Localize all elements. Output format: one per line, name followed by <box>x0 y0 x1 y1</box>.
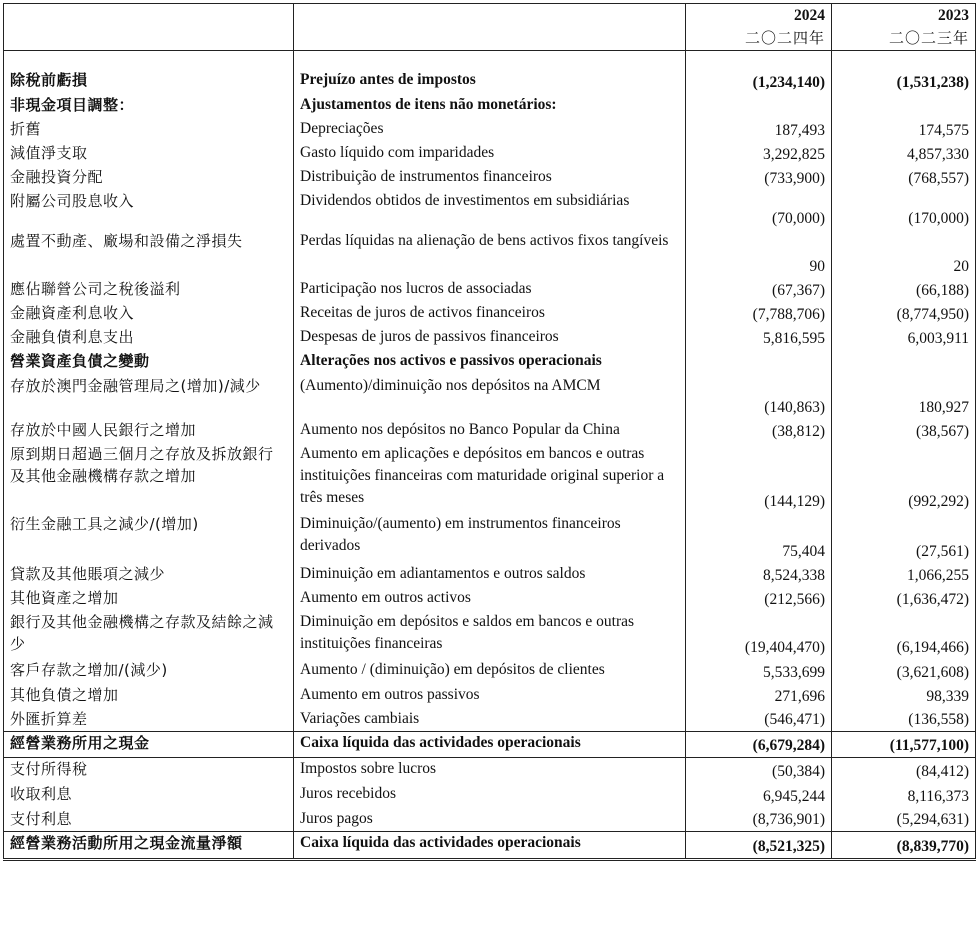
row-label-zh: 客戶存款之增加/(減少) <box>4 659 294 684</box>
table-row <box>4 166 976 190</box>
table-row <box>4 375 976 419</box>
value-2023: (8,839,770) <box>832 832 976 860</box>
table-row <box>4 142 976 166</box>
row-label-zh: 非現金項目調整： <box>4 94 294 118</box>
row-label-pt: Aumento nos depósitos no Banco Popular da China <box>294 419 686 443</box>
value-2024: 75,404 <box>686 513 832 563</box>
row-label-pt: Aumento em aplicações e depósitos em bancos e outras instituições financeiras com maturidade original superior a três meses <box>294 443 686 513</box>
value-2023: (3,621,608) <box>832 659 976 684</box>
cash-flow-statement <box>3 3 975 941</box>
value-2024: 90 <box>686 230 832 278</box>
row-label-pt: Perdas líquidas na alienação de bens activos fixos tangíveis <box>294 230 686 278</box>
table-row <box>4 69 976 94</box>
statement-rows <box>4 69 976 860</box>
value-2023: (84,412) <box>832 758 976 783</box>
header-blank-pt <box>294 4 686 28</box>
value-2023: 98,339 <box>832 684 976 708</box>
row-label-zh: 收取利息 <box>4 783 294 808</box>
row-label-pt: Aumento / (diminuição) em depósitos de clientes <box>294 659 686 684</box>
cash-flow-table <box>3 3 976 861</box>
value-2024: (733,900) <box>686 166 832 190</box>
row-label-zh: 外匯折算差 <box>4 708 294 732</box>
row-label-pt: (Aumento)/diminuição nos depósitos na AMCM <box>294 375 686 419</box>
value-2024 <box>686 94 832 118</box>
value-2023: (136,558) <box>832 708 976 732</box>
value-2023: (66,188) <box>832 278 976 302</box>
row-label-pt: Diminuição/(aumento) em instrumentos financeiros derivados <box>294 513 686 563</box>
table-row <box>4 230 976 278</box>
value-2024: (1,234,140) <box>686 69 832 94</box>
value-2024: (67,367) <box>686 278 832 302</box>
row-label-pt: Variações cambiais <box>294 708 686 732</box>
header-blank-zh <box>4 4 294 28</box>
value-2024: (8,521,325) <box>686 832 832 860</box>
row-label-zh: 折舊 <box>4 118 294 142</box>
row-label-zh: 營業資產負債之變動 <box>4 350 294 375</box>
table-row <box>4 708 976 732</box>
row-label-pt: Impostos sobre lucros <box>294 758 686 783</box>
spacer-row <box>4 51 976 69</box>
value-2024: 5,816,595 <box>686 326 832 350</box>
row-label-zh: 貸款及其他賬項之減少 <box>4 563 294 587</box>
table-row <box>4 783 976 808</box>
value-2023: (768,557) <box>832 166 976 190</box>
value-2024: (70,000) <box>686 190 832 230</box>
row-label-pt: Aumento em outros passivos <box>294 684 686 708</box>
row-label-pt: Prejuízo antes de impostos <box>294 69 686 94</box>
value-2024: 8,524,338 <box>686 563 832 587</box>
row-label-pt: Distribuição de instrumentos financeiros <box>294 166 686 190</box>
header-blank-zh-2 <box>4 27 294 50</box>
value-2023: 8,116,373 <box>832 783 976 808</box>
value-2023: (38,567) <box>832 419 976 443</box>
header-row-years-zh <box>4 27 976 50</box>
value-2023: 174,575 <box>832 118 976 142</box>
value-2024: 6,945,244 <box>686 783 832 808</box>
header-row-years <box>4 4 976 28</box>
header-year-2024-zh: 二〇二四年 <box>686 27 832 50</box>
value-2024: 271,696 <box>686 684 832 708</box>
table-row <box>4 684 976 708</box>
row-label-zh: 其他負債之增加 <box>4 684 294 708</box>
table-row <box>4 758 976 783</box>
table-row <box>4 563 976 587</box>
row-label-pt: Diminuição em depósitos e saldos em bancos e outras instituições financeiras <box>294 611 686 659</box>
value-2024: 3,292,825 <box>686 142 832 166</box>
row-label-pt: Alterações nos activos e passivos operacionais <box>294 350 686 375</box>
value-2024: (212,566) <box>686 587 832 611</box>
row-label-pt: Diminuição em adiantamentos e outros saldos <box>294 563 686 587</box>
table-row <box>4 302 976 326</box>
row-label-pt: Despesas de juros de passivos financeiros <box>294 326 686 350</box>
value-2024: (6,679,284) <box>686 732 832 758</box>
value-2023: (27,561) <box>832 513 976 563</box>
row-label-zh: 支付利息 <box>4 808 294 832</box>
value-2024: (8,736,901) <box>686 808 832 832</box>
row-label-zh: 其他資產之增加 <box>4 587 294 611</box>
value-2023: (992,292) <box>832 443 976 513</box>
row-label-pt: Depreciações <box>294 118 686 142</box>
row-label-zh: 附屬公司股息收入 <box>4 190 294 230</box>
row-label-pt: Caixa líquida das actividades operacionais <box>294 732 686 758</box>
table-row <box>4 278 976 302</box>
row-label-zh: 除稅前虧損 <box>4 69 294 94</box>
table-row <box>4 659 976 684</box>
value-2024: (140,863) <box>686 375 832 419</box>
value-2023: 180,927 <box>832 375 976 419</box>
value-2024: (144,129) <box>686 443 832 513</box>
table-row <box>4 611 976 659</box>
table-row <box>4 326 976 350</box>
row-label-zh: 減值淨支取 <box>4 142 294 166</box>
value-2023 <box>832 94 976 118</box>
value-2023: (8,774,950) <box>832 302 976 326</box>
header-blank-pt-2 <box>294 27 686 50</box>
value-2023: 4,857,330 <box>832 142 976 166</box>
row-label-zh: 原到期日超過三個月之存放及拆放銀行及其他金融機構存款之增加 <box>4 443 294 513</box>
value-2023: (5,294,631) <box>832 808 976 832</box>
header-year-2023-zh: 二〇二三年 <box>832 27 976 50</box>
table-row <box>4 350 976 375</box>
row-label-zh: 存放於澳門金融管理局之(增加)/減少 <box>4 375 294 419</box>
table-row <box>4 513 976 563</box>
value-2023: (6,194,466) <box>832 611 976 659</box>
row-label-zh: 支付所得稅 <box>4 758 294 783</box>
row-label-pt: Aumento em outros activos <box>294 587 686 611</box>
row-label-pt: Participação nos lucros de associadas <box>294 278 686 302</box>
row-label-zh: 經營業務活動所用之現金流量淨額 <box>4 832 294 860</box>
value-2024: (50,384) <box>686 758 832 783</box>
row-label-pt: Caixa líquida das actividades operacionais <box>294 832 686 860</box>
table-row <box>4 587 976 611</box>
row-label-zh: 衍生金融工具之減少/(增加) <box>4 513 294 563</box>
row-label-pt: Ajustamentos de itens não monetários: <box>294 94 686 118</box>
row-label-pt: Juros recebidos <box>294 783 686 808</box>
value-2023: (170,000) <box>832 190 976 230</box>
header-year-2023: 2023 <box>832 4 976 28</box>
value-2024: (7,788,706) <box>686 302 832 326</box>
row-label-pt: Gasto líquido com imparidades <box>294 142 686 166</box>
row-label-zh: 金融負債利息支出 <box>4 326 294 350</box>
value-2023: (1,636,472) <box>832 587 976 611</box>
value-2023: 20 <box>832 230 976 278</box>
row-label-zh: 銀行及其他金融機構之存款及結餘之減少 <box>4 611 294 659</box>
table-row <box>4 443 976 513</box>
table-row <box>4 832 976 860</box>
value-2023: (1,531,238) <box>832 69 976 94</box>
value-2024 <box>686 350 832 375</box>
table-row <box>4 118 976 142</box>
row-label-pt: Juros pagos <box>294 808 686 832</box>
row-label-zh: 金融資產利息收入 <box>4 302 294 326</box>
value-2023 <box>832 350 976 375</box>
value-2023: (11,577,100) <box>832 732 976 758</box>
row-label-pt: Receitas de juros de activos financeiros <box>294 302 686 326</box>
value-2023: 1,066,255 <box>832 563 976 587</box>
table-row <box>4 808 976 832</box>
table-row <box>4 190 976 230</box>
value-2024: (19,404,470) <box>686 611 832 659</box>
row-label-zh: 金融投資分配 <box>4 166 294 190</box>
table-row <box>4 94 976 118</box>
value-2024: (546,471) <box>686 708 832 732</box>
value-2024: 187,493 <box>686 118 832 142</box>
value-2023: 6,003,911 <box>832 326 976 350</box>
row-label-zh: 存放於中國人民銀行之增加 <box>4 419 294 443</box>
row-label-zh: 應佔聯營公司之稅後溢利 <box>4 278 294 302</box>
row-label-pt: Dividendos obtidos de investimentos em subsidiárias <box>294 190 686 230</box>
value-2024: 5,533,699 <box>686 659 832 684</box>
table-row <box>4 419 976 443</box>
table-row <box>4 732 976 758</box>
row-label-zh: 處置不動產、廠場和設備之淨損失 <box>4 230 294 278</box>
header-year-2024: 2024 <box>686 4 832 28</box>
value-2024: (38,812) <box>686 419 832 443</box>
row-label-zh: 經營業務所用之現金 <box>4 732 294 758</box>
